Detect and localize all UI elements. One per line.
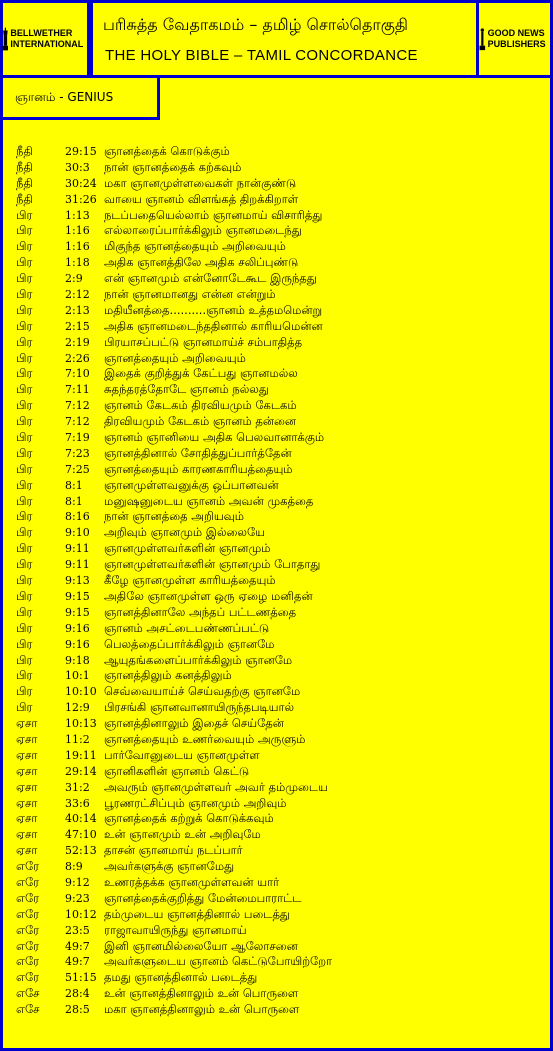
entry-reference: 9:11: [65, 558, 90, 572]
entry-book: பிர: [16, 477, 33, 492]
entry-reference: 2:19: [65, 335, 90, 349]
entry-reference: 23:5: [65, 923, 90, 937]
entry-book: பிர: [16, 302, 33, 317]
entry-book: பிர: [16, 557, 33, 572]
entry-book: பிர: [16, 668, 33, 683]
entry-book: பிர: [16, 255, 33, 270]
entry-reference: 1:16: [65, 240, 90, 254]
entry-text: இதைக் குறித்துக் கேட்பது ஞானமல்ல: [104, 366, 298, 381]
bell-tower-icon: [2, 19, 9, 59]
entry-book: பிர: [16, 287, 33, 302]
entry-text: ஞானத்தைக் கற்றுக் கொடுக்கவும்: [104, 811, 274, 826]
entry-text: நான் ஞானத்தை அறியவும்: [104, 509, 245, 524]
entry-reference: 7:25: [65, 462, 90, 476]
entry-text: பிரசங்கி ஞானவானாயிருந்தபடியால்: [104, 700, 295, 715]
entry-text: உன் ஞானமும் உன் அறிவுமே: [104, 827, 261, 842]
entry-book: பிர: [16, 604, 33, 619]
entry-book: பிர: [16, 271, 33, 286]
entry-text: ஞானத்தினாலே அந்தப் பட்டணத்தை: [104, 604, 297, 619]
entry-reference: 9:18: [65, 653, 90, 667]
entry-text: பிரயாசப்பட்டு ஞானமாய்ச் சம்பாதித்த: [104, 334, 303, 349]
entry-book: எரே: [16, 874, 40, 889]
entry-book: பிர: [16, 318, 33, 333]
entry-text: நான் ஞானத்தைக் கற்கவும்: [104, 159, 242, 174]
entry-reference: 10:10: [65, 685, 97, 699]
entry-reference: 19:11: [65, 748, 97, 762]
entry-reference: 8:1: [65, 478, 83, 492]
entry-text: சுதந்தரத்தோடே ஞானம் நல்லது: [104, 382, 269, 397]
entry-book: பிர: [16, 207, 33, 222]
entry-reference: 9:12: [65, 875, 90, 889]
entry-text: மதியீனத்தை..........ஞானம் உத்தமமென்று: [104, 302, 323, 317]
entry-reference: 2:26: [65, 351, 90, 365]
entry-book: ஏசா: [16, 747, 38, 762]
entry-reference: 7:19: [65, 431, 90, 445]
entry-book: எரே: [16, 954, 40, 969]
entry-text: அவரும் ஞானமுள்ளவர் அவர் தம்முடைய: [104, 779, 328, 794]
entry-reference: 10:1: [65, 669, 90, 683]
entry-text: நடப்பதையெல்லாம் ஞானமாய் விசாரித்து: [104, 207, 323, 222]
entry-reference: 30:24: [65, 176, 97, 190]
entry-reference: 9:11: [65, 542, 90, 556]
title-english: THE HOLY BIBLE – TAMIL CONCORDANCE: [105, 47, 418, 64]
entry-reference: 30:3: [65, 160, 90, 174]
entry-reference: 47:10: [65, 828, 97, 842]
entry-text: அதிக ஞானமடைந்ததினால் காரியமென்ன: [104, 318, 323, 333]
entry-reference: 52:13: [65, 844, 97, 858]
entry-reference: 40:14: [65, 812, 97, 826]
entry-text: ஞானத்தைக்குறித்து மேன்மைபாராட்ட: [104, 890, 302, 905]
entry-text: பூரணரட்சிப்பும் ஞானமும் அறிவும்: [104, 795, 287, 810]
entry-book: பிர: [16, 684, 33, 699]
entry-reference: 1:18: [65, 256, 90, 270]
section-heading: [3, 78, 160, 120]
entry-reference: 7:12: [65, 415, 90, 429]
left-logo-text: BELLWETHER INTERNATIONAL: [10, 28, 84, 49]
entry-text: தாசன் ஞானமாய் நடப்பார்: [104, 843, 243, 858]
entry-book: ஏசா: [16, 811, 38, 826]
entry-reference: 10:13: [65, 717, 97, 731]
entry-reference: 8:9: [65, 860, 83, 874]
entry-reference: 11:2: [65, 732, 90, 746]
entry-text: ஞானமுள்ளவனுக்கு ஒப்பானவன்: [104, 477, 279, 492]
entry-book: பிர: [16, 223, 33, 238]
entry-book: நீதி: [16, 144, 33, 158]
entry-book: எரே: [16, 970, 40, 985]
entry-text: ஞானத்தையும் காரணகாரியத்தையும்: [104, 461, 293, 476]
entry-text: நான் ஞானமானது என்ன என்றும்: [104, 287, 276, 302]
entry-book: பிர: [16, 398, 33, 413]
entry-reference: 7:12: [65, 399, 90, 413]
entry-book: பிர: [16, 636, 33, 651]
entry-text: திரவியமும் கேடகம் ஞானம் தன்னை: [104, 414, 297, 429]
entry-book: பிர: [16, 461, 33, 476]
entry-reference: 28:5: [65, 1003, 90, 1017]
entry-reference: 2:12: [65, 288, 90, 302]
entry-reference: 9:15: [65, 605, 90, 619]
entry-book: ஏசா: [16, 827, 38, 842]
entry-text: தமது ஞானத்தினால் படைத்து: [104, 970, 258, 985]
entry-text: கீழே ஞானமுள்ள காரியத்தையும்: [104, 573, 276, 588]
entry-book: நீதி: [16, 191, 33, 206]
entry-reference: 2:13: [65, 303, 90, 317]
entry-text: மிகுந்த ஞானத்தையும் அறிவையும்: [104, 239, 286, 254]
entry-reference: 7:23: [65, 446, 90, 460]
entry-book: எரே: [16, 938, 40, 953]
entry-text: உணரத்தக்க ஞானமுள்ளவன் யார்: [104, 874, 280, 889]
entry-book: பிர: [16, 382, 33, 397]
entry-book: எரே: [16, 922, 40, 937]
entry-book: பிர: [16, 414, 33, 429]
entry-book: பிர: [16, 334, 33, 349]
entry-text: செவ்வையாய்ச் செய்வதற்கு ஞானமே: [104, 684, 301, 699]
entry-book: ஏசா: [16, 779, 38, 794]
entry-text: உன் ஞானத்தினாலும் உன் பொருளை: [104, 986, 299, 1001]
entry-text: என் ஞானமும் என்னோடேகூட இருந்தது: [104, 271, 317, 286]
right-logo-text: GOOD NEWS PUBLISHERS: [487, 28, 546, 49]
entry-book: பிர: [16, 573, 33, 588]
entry-book: பிர: [16, 493, 33, 508]
entry-book: பிர: [16, 239, 33, 254]
entry-reference: 9:23: [65, 891, 90, 905]
header: [3, 3, 550, 81]
entry-book: ஏசா: [16, 731, 38, 746]
entry-book: நீதி: [16, 175, 33, 190]
entry-book: பிர: [16, 652, 33, 667]
entry-book: பிர: [16, 445, 33, 460]
entry-text: ஞானம் ஞானியை அதிக பெலவானாக்கும்: [104, 430, 325, 445]
entry-book: எசே: [16, 1002, 40, 1017]
entry-book: பிர: [16, 366, 33, 381]
entry-reference: 2:15: [65, 319, 90, 333]
entry-reference: 9:15: [65, 589, 90, 603]
entry-reference: 31:2: [65, 780, 90, 794]
entry-text: ஞானம் கேடகம் திரவியமும் கேடகம்: [104, 398, 297, 413]
entry-book: நீதி: [16, 159, 33, 174]
entry-book: பிர: [16, 525, 33, 540]
entry-text: ஞானத்தினாலும் இதைச் செய்தேன்: [104, 716, 284, 731]
entry-text: மகா ஞானமுள்ளவைகள் நான்குண்டு: [104, 175, 297, 190]
entry-text: அறிவும் ஞானமும் இல்லையே: [104, 525, 265, 540]
entry-reference: 51:15: [65, 971, 97, 985]
entry-book: பிர: [16, 350, 33, 365]
entry-book: எசே: [16, 986, 40, 1001]
entry-reference: 10:12: [65, 907, 97, 921]
entry-book: பிர: [16, 430, 33, 445]
title-tamil: பரிசுத்த வேதாகமம் – தமிழ் சொல்தொகுதி: [103, 15, 408, 34]
entry-text: ஆயுதங்களைப்பார்க்கிலும் ஞானமே: [104, 652, 293, 667]
entry-reference: 9:10: [65, 526, 90, 540]
bellwether-logo: [3, 3, 90, 75]
entry-reference: 2:9: [65, 272, 83, 286]
entry-text: அதிக ஞானத்திலே அதிக சலிப்புண்டு: [104, 255, 299, 270]
entry-reference: 49:7: [65, 955, 90, 969]
entry-text: ஞானமுள்ளவர்களின் ஞானமும் போதாது: [104, 557, 321, 572]
section-label: ஞானம் - GENIUS: [15, 89, 114, 104]
entry-reference: 12:9: [65, 701, 90, 715]
entry-reference: 8:1: [65, 494, 83, 508]
entry-text: மகா ஞானத்தினாலும் உன் பொருளை: [104, 1002, 300, 1017]
entry-reference: 8:16: [65, 510, 90, 524]
entry-text: அதிலே ஞானமுள்ள ஒரு ஏழை மனிதன்: [104, 588, 313, 603]
entry-text: பார்வோனுடைய ஞானமுள்ள: [104, 747, 260, 762]
entry-book: ஏசா: [16, 795, 38, 810]
entry-text: ராஜாவாயிருந்து ஞானமாய்: [104, 922, 247, 937]
entry-book: ஏசா: [16, 763, 38, 778]
entry-reference: 1:16: [65, 224, 90, 238]
entry-text: ஞானத்தையும் உணர்வையும் அருளும்: [104, 731, 306, 746]
entry-book: பிர: [16, 588, 33, 603]
entry-text: ஞானமுள்ளவர்களின் ஞானமும்: [104, 541, 271, 556]
entry-reference: 31:26: [65, 192, 97, 206]
entry-text: ஞானத்தைக் கொடுக்கும்: [104, 144, 230, 158]
entry-text: மனுஷனுடைய ஞானம் அவன் முகத்தை: [104, 493, 314, 508]
entry-text: எல்லாரைப்பார்க்கிலும் ஞானமடைந்து: [104, 223, 302, 238]
entry-reference: 9:16: [65, 621, 90, 635]
entry-text: அவர்களுடைய ஞானம் கெட்டுபோயிற்றோ: [104, 954, 333, 969]
entry-reference: 28:4: [65, 987, 90, 1001]
entry-reference: 33:6: [65, 796, 90, 810]
entry-reference: 49:7: [65, 939, 90, 953]
entry-reference: 7:10: [65, 367, 90, 381]
entry-reference: 7:11: [65, 383, 90, 397]
entry-book: பிர: [16, 700, 33, 715]
entry-text: ஞானிகளின் ஞானம் கெட்டு: [104, 763, 250, 778]
entry-text: இனி ஞானமில்லையோ ஆலோசனை: [104, 938, 298, 953]
entry-book: பிர: [16, 509, 33, 524]
entry-reference: 9:16: [65, 637, 90, 651]
entry-text: ஞானத்தினால் சோதித்துப்பார்த்தேன்: [104, 445, 292, 460]
entry-text: ஞானத்தையும் அறிவையும்: [104, 350, 246, 365]
entry-text: அவர்களுக்கு ஞானமேது: [104, 859, 235, 874]
entry-book: பிர: [16, 620, 33, 635]
entry-text: வாயை ஞானம் விளங்கத் திறக்கிறாள்: [104, 191, 299, 206]
entry-book: எரே: [16, 859, 40, 874]
good-news-logo: [476, 3, 553, 75]
entry-book: ஏசா: [16, 843, 38, 858]
entry-book: எரே: [16, 906, 40, 921]
title-box: [90, 3, 479, 75]
entry-reference: 29:14: [65, 764, 97, 778]
entry-text: ஞானம் அசட்டைபண்ணப்பட்டு: [104, 620, 270, 635]
entry-text: பெலத்தைப்பார்க்கிலும் ஞானமே: [104, 636, 275, 651]
lamp-tower-icon: [479, 19, 486, 59]
entry-reference: 29:15: [65, 145, 97, 158]
entry-book: பிர: [16, 541, 33, 556]
entry-book: ஏசா: [16, 716, 38, 731]
entry-reference: 1:13: [65, 208, 90, 222]
entry-reference: 9:13: [65, 574, 90, 588]
entry-book: எரே: [16, 890, 40, 905]
entry-text: ஞானத்திலும் கனத்திலும்: [104, 668, 232, 683]
entry-text: தம்முடைய ஞானத்தினால் படைத்து: [104, 906, 290, 921]
